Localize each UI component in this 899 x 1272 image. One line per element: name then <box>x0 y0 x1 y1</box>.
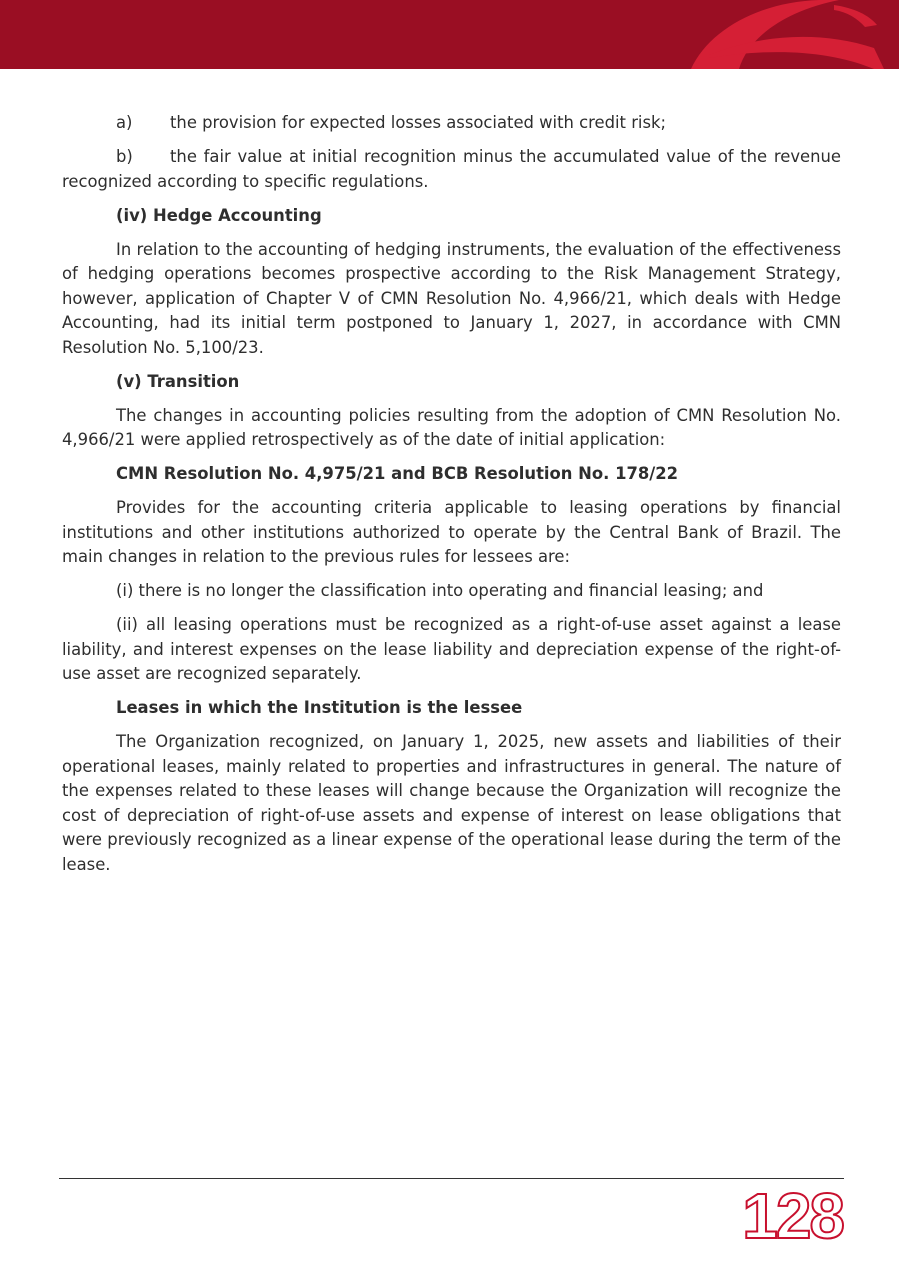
bank-swoosh-logo-icon <box>669 0 899 69</box>
paragraph-item-i: (i) there is no longer the classification into operating and financial leasing; and <box>116 581 764 600</box>
list-text-a: the provision for expected losses associated with credit risk; <box>170 113 667 132</box>
footer-divider <box>59 1178 844 1179</box>
paragraph-hedge-accounting: In relation to the accounting of hedging instruments, the evaluation of the effectiveness of hedging operations becomes prospective according to the Risk Management Strategy, however, application of Chapter V of CMN Resolution No. 4,966/21, which deals with Hedge Accounting, had its initial term postponed to January 1, 2027, in accordance with CMN Resolution No. 5,100/23. <box>62 239 841 357</box>
header-band <box>0 0 899 69</box>
list-marker-b: b) <box>116 147 133 166</box>
list-item-b <box>62 145 841 194</box>
list-item-a <box>62 111 841 136</box>
heading-leases-lessee: Leases in which the Institution is the lessee <box>116 698 523 717</box>
heading-transition: (v) Transition <box>116 371 240 391</box>
paragraph-leases-lessee: The Organization recognized, on January 1, 2025, new assets and liabilities of their operational leases, mainly related to properties and infrastructures in general. The nature of the expenses related to these leases will change because the Organization will recognize the cost of depreciation of right-of-use assets and expense of interest on lease obligations that were previously recognized as a linear expense of the operational lease during the term of the lease. <box>62 732 841 874</box>
page-number: 128 <box>742 1180 843 1252</box>
paragraph-cmn-resolution: Provides for the accounting criteria applicable to leasing operations by financial institutions and other institutions authorized to operate by the Central Bank of Brazil. The main changes in relation to the previous rules for lessees are: <box>62 498 841 566</box>
list-marker-a: a) <box>116 113 133 132</box>
document-body <box>62 111 841 887</box>
paragraph-item-ii: (ii) all leasing operations must be recognized as a right-of-use asset against a lease liability, and interest expenses on the lease liability and depreciation expense of the right-of-use asset are recognized separately. <box>62 615 841 683</box>
heading-cmn-resolution: CMN Resolution No. 4,975/21 and BCB Resolution No. 178/22 <box>116 464 679 483</box>
paragraph-transition: The changes in accounting policies resulting from the adoption of CMN Resolution No. 4,966/21 were applied retrospectively as of the date of initial application: <box>62 405 841 449</box>
list-text-b: the fair value at initial recognition minus the accumulated value of the revenue recognized according to specific regulations. <box>62 147 841 191</box>
heading-hedge-accounting: (iv) Hedge Accounting <box>116 205 322 225</box>
